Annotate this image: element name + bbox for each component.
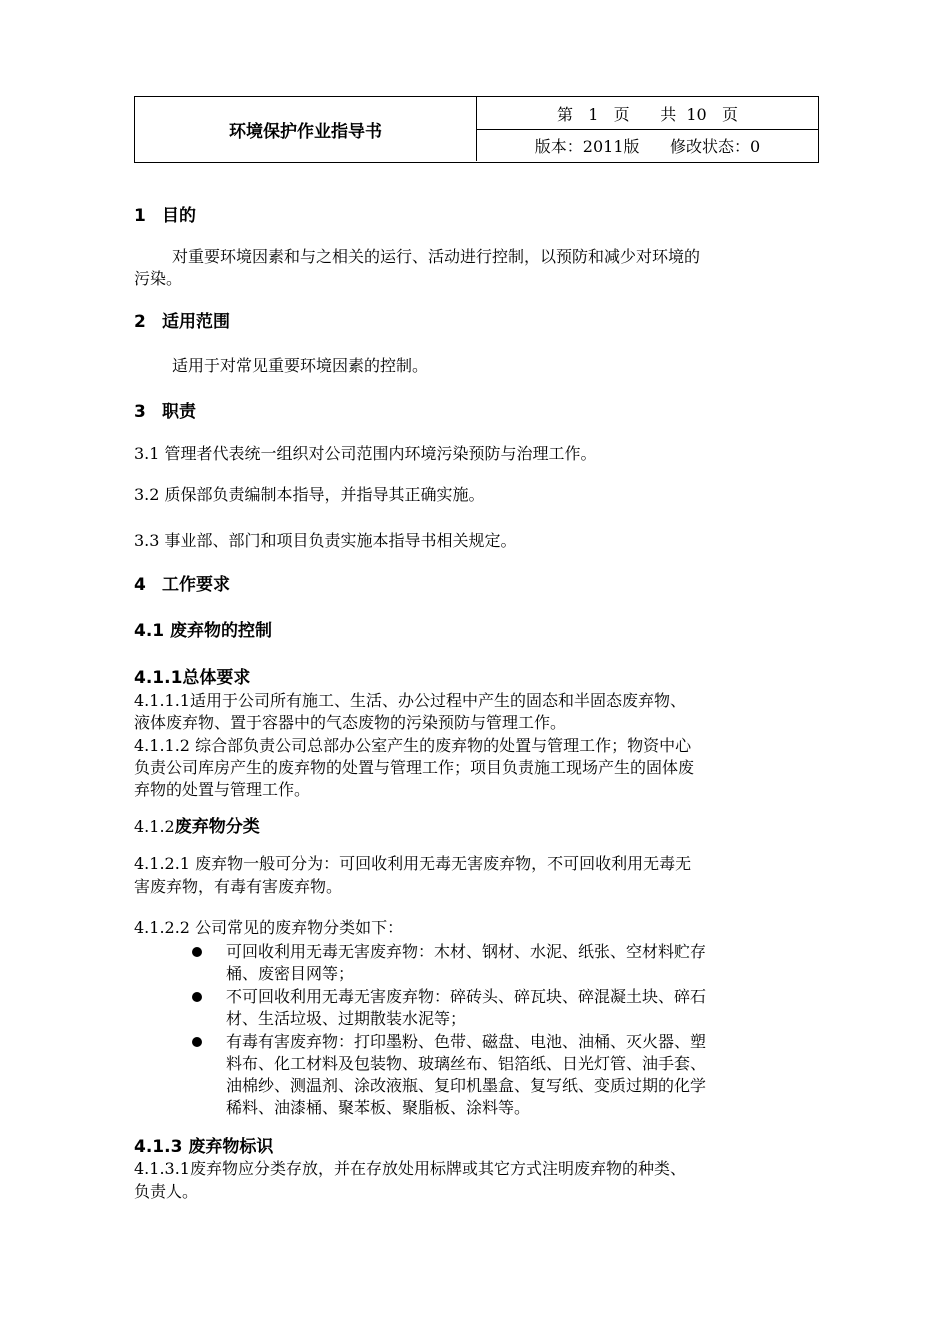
section-4-1-2-heading: 4.1.2废弃物分类 [134, 817, 260, 837]
section-1-para-line-2: 污染。 [134, 269, 183, 288]
section-4-1-1-heading: 4.1.1总体要求 [134, 668, 251, 688]
item-4-1-2-2: 4.1.2.2 公司常见的废弃物分类如下： [134, 918, 404, 937]
item-4-1-3-1-line-2: 负责人。 [134, 1182, 199, 1201]
item-4-1-1-2-line-2: 负责公司库房产生的废弃物的处置与管理工作；项目负责施工现场产生的固体废 [134, 758, 695, 777]
item-3-1: 3.1 管理者代表统一组织对公司范围内环境污染预防与治理工作。 [134, 444, 597, 463]
list-item: 有毒有害废弃物：打印墨粉、色带、磁盘、电池、油桶、灭火器、塑 料布、化工材料及包装物、玻璃丝布、铝箔纸、日光灯管、油手套、 油棉纱、测温剂、涂改液瓶、复印机墨盒、复写纸、变质过期的化学 稀料、油漆桶、聚苯板、聚脂板、涂料等。 [192, 1031, 819, 1119]
page-info: 第 1 页 共 10 页 [477, 97, 818, 130]
bullet-icon [192, 992, 202, 1002]
bullet-icon [192, 1037, 202, 1047]
section-2-heading: 2 适用范围 [134, 312, 230, 332]
item-4-1-1-2-line-3: 弃物的处置与管理工作。 [134, 780, 311, 799]
item-3-2: 3.2 质保部负责编制本指导，并指导其正确实施。 [134, 485, 485, 504]
header-table [134, 96, 819, 163]
section-3-heading: 3 职责 [134, 402, 196, 422]
section-1-para-line-1: 对重要环境因素和与之相关的运行、活动进行控制，以预防和减少对环境的 [172, 247, 701, 266]
section-4-heading: 4 工作要求 [134, 575, 230, 595]
section-2-para: 适用于对常见重要环境因素的控制。 [172, 356, 429, 375]
item-4-1-2-1-line-1: 4.1.2.1 废弃物一般可分为：可回收利用无毒无害废弃物，不可回收利用无毒无 [134, 854, 692, 873]
document-title: 环境保护作业指导书 [135, 97, 477, 161]
item-4-1-2-1-line-2: 害废弃物，有毒有害废弃物。 [134, 877, 343, 896]
item-4-1-1-1-line-2: 液体废弃物、置于容器中的气态废物的污染预防与管理工作。 [134, 713, 567, 732]
list-item: 不可回收利用无毒无害废弃物：碎砖头、碎瓦块、碎混凝土块、碎石 材、生活垃圾、过期散装水泥等； [192, 986, 819, 1030]
section-4-1-3-heading: 4.1.3 废弃物标识 [134, 1137, 274, 1157]
list-item: 可回收利用无毒无害废弃物：木材、钢材、水泥、纸张、空材料贮存 桶、废密目网等； [192, 941, 819, 985]
section-1-heading: 1 目的 [134, 206, 196, 226]
item-4-1-1-1-line-1: 4.1.1.1适用于公司所有施工、生活、办公过程中产生的固态和半固态废弃物、 [134, 691, 686, 710]
item-4-1-3-1-line-1: 4.1.3.1废弃物应分类存放，并在存放处用标牌或其它方式注明废弃物的种类、 [134, 1159, 686, 1178]
version-info: 版本：2011版 修改状态：0 [534, 136, 761, 156]
item-3-3: 3.3 事业部、部门和项目负责实施本指导书相关规定。 [134, 531, 517, 550]
bullet-icon [192, 947, 202, 957]
section-4-1-heading: 4.1 废弃物的控制 [134, 621, 273, 641]
item-4-1-1-2-line-1: 4.1.1.2 综合部负责公司总部办公室产生的废弃物的处置与管理工作；物资中心 [134, 736, 692, 755]
